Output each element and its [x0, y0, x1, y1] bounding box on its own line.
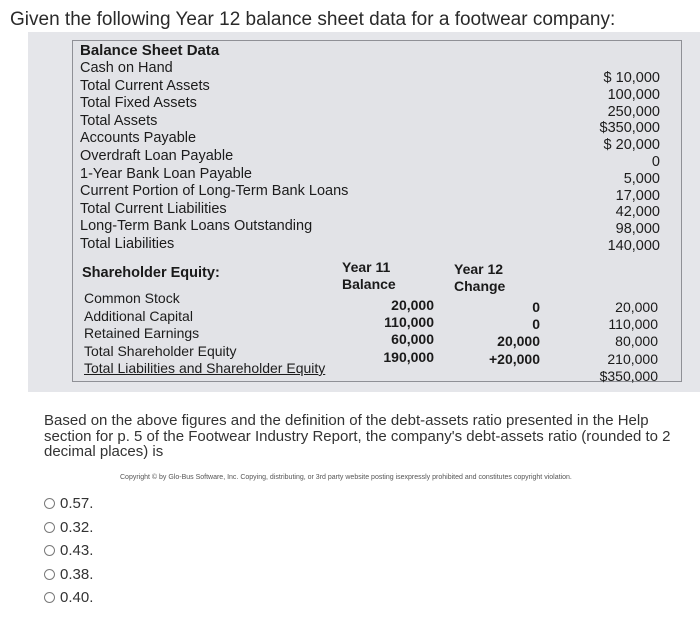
equity-label-total-liab-equity: Total Liabilities and Shareholder Equity: [84, 360, 326, 376]
year12-change-additional-capital: 0: [532, 316, 540, 333]
question-prompt: Based on the above figures and the definition of the debt-assets ratio presented in the Help section for p. 5 of the Footwear Industry Report, the company's debt-assets ratio (rounded to 2 decimal places) is: [44, 412, 671, 460]
row-value-current-liabilities: 42,000: [615, 204, 660, 221]
year12-change-common-stock: 0: [532, 299, 540, 315]
radio-button[interactable]: [44, 522, 55, 533]
choice-option[interactable]: [44, 586, 93, 610]
row-value-overdraft: 0: [651, 153, 660, 170]
row-value-current-assets: 100,000: [607, 86, 660, 103]
row-label-current-liabilities: Total Current Liabilities: [80, 200, 227, 217]
copyright-notice: Copyright © by Glo-Bus Software, Inc. Copying, distributing, or 3rd party website posting isexpressly prohibited and constitutes copyright violation.: [120, 474, 572, 481]
year11-value-total-equity: 190,000: [383, 348, 434, 365]
year12-head-line2: Change: [454, 278, 506, 294]
row-label-overdraft: Overdraft Loan Payable: [80, 147, 234, 164]
year11-value-common-stock: 20,000: [391, 297, 434, 313]
row-value-total-assets: $350,000: [599, 120, 660, 137]
equity-labels: [84, 290, 325, 378]
row-label-1yr-loan: 1-Year Bank Loan Payable: [80, 165, 252, 182]
balance-retained-earnings: 80,000: [615, 333, 658, 350]
row-label-total-assets: Total Assets: [80, 112, 158, 129]
row-label-cash: Cash on Hand: [80, 60, 173, 76]
year11-head-line1: Year 11: [342, 259, 391, 275]
row-label-fixed-assets: Total Fixed Assets: [80, 95, 197, 112]
row-label-current-portion-ltd: Current Portion of Long-Term Bank Loans: [80, 183, 349, 200]
row-value-fixed-assets: 250,000: [607, 103, 660, 120]
balance-sheet-values: [600, 70, 660, 255]
radio-button[interactable]: [44, 498, 55, 509]
choice-label[interactable]: 0.32.: [60, 518, 94, 536]
row-value-1yr-loan: 5,000: [623, 170, 660, 187]
answer-choices: [44, 492, 93, 610]
year11-values: [383, 297, 434, 366]
radio-button[interactable]: [44, 545, 55, 556]
choice-option[interactable]: [44, 563, 93, 587]
equity-label-additional-capital: Additional Capital: [84, 307, 193, 324]
year12-balance-values: [600, 299, 658, 385]
equity-label-total-equity: Total Shareholder Equity: [84, 342, 237, 359]
balance-sheet-labels: [80, 60, 348, 254]
choice-label[interactable]: 0.38.: [60, 565, 94, 583]
year12-column-header: [454, 261, 505, 295]
choice-label[interactable]: 0.57.: [60, 495, 94, 513]
balance-additional-capital: 110,000: [608, 316, 658, 333]
row-label-total-liabilities: Total Liabilities: [80, 235, 175, 252]
row-value-cash: $ 10,000: [603, 70, 660, 86]
balance-sheet-title: Balance Sheet Data: [80, 42, 220, 59]
radio-button[interactable]: [44, 569, 55, 580]
year12-change-values: [489, 299, 540, 368]
balance-total-equity: 210,000: [607, 350, 658, 367]
choice-option[interactable]: [44, 492, 93, 516]
row-label-lt-loans: Long-Term Bank Loans Outstanding: [80, 218, 313, 235]
question-text: Given the following Year 12 balance sheet data for a footwear company:: [10, 9, 616, 30]
row-value-current-portion-ltd: 17,000: [615, 187, 660, 204]
year12-head-line1: Year 12: [454, 261, 504, 277]
row-label-current-assets: Total Current Assets: [80, 77, 210, 94]
year11-head-line2: Balance: [342, 276, 396, 292]
balance-total-liab-equity: $350,000: [599, 367, 658, 384]
equity-label-common-stock: Common Stock: [84, 290, 180, 306]
choice-option[interactable]: [44, 516, 93, 540]
radio-button[interactable]: [44, 592, 55, 603]
balance-common-stock: 20,000: [615, 299, 658, 315]
equity-label-retained-earnings: Retained Earnings: [84, 325, 200, 341]
row-value-lt-loans: 98,000: [615, 221, 660, 238]
row-value-total-liabilities: 140,000: [607, 237, 660, 254]
choice-label[interactable]: 0.43.: [60, 542, 94, 560]
choice-option[interactable]: [44, 539, 93, 563]
year12-change-retained-earnings: 20,000: [497, 333, 540, 350]
year11-value-additional-capital: 110,000: [384, 314, 434, 331]
year11-value-retained-earnings: 60,000: [391, 331, 434, 348]
year12-change-total-equity: +20,000: [489, 350, 540, 367]
shareholder-equity-header: Shareholder Equity:: [82, 265, 220, 281]
choice-label[interactable]: 0.40.: [60, 589, 94, 607]
year11-column-header: [342, 259, 396, 293]
row-value-accounts-payable: $ 20,000: [603, 137, 660, 154]
row-label-accounts-payable: Accounts Payable: [80, 130, 197, 147]
